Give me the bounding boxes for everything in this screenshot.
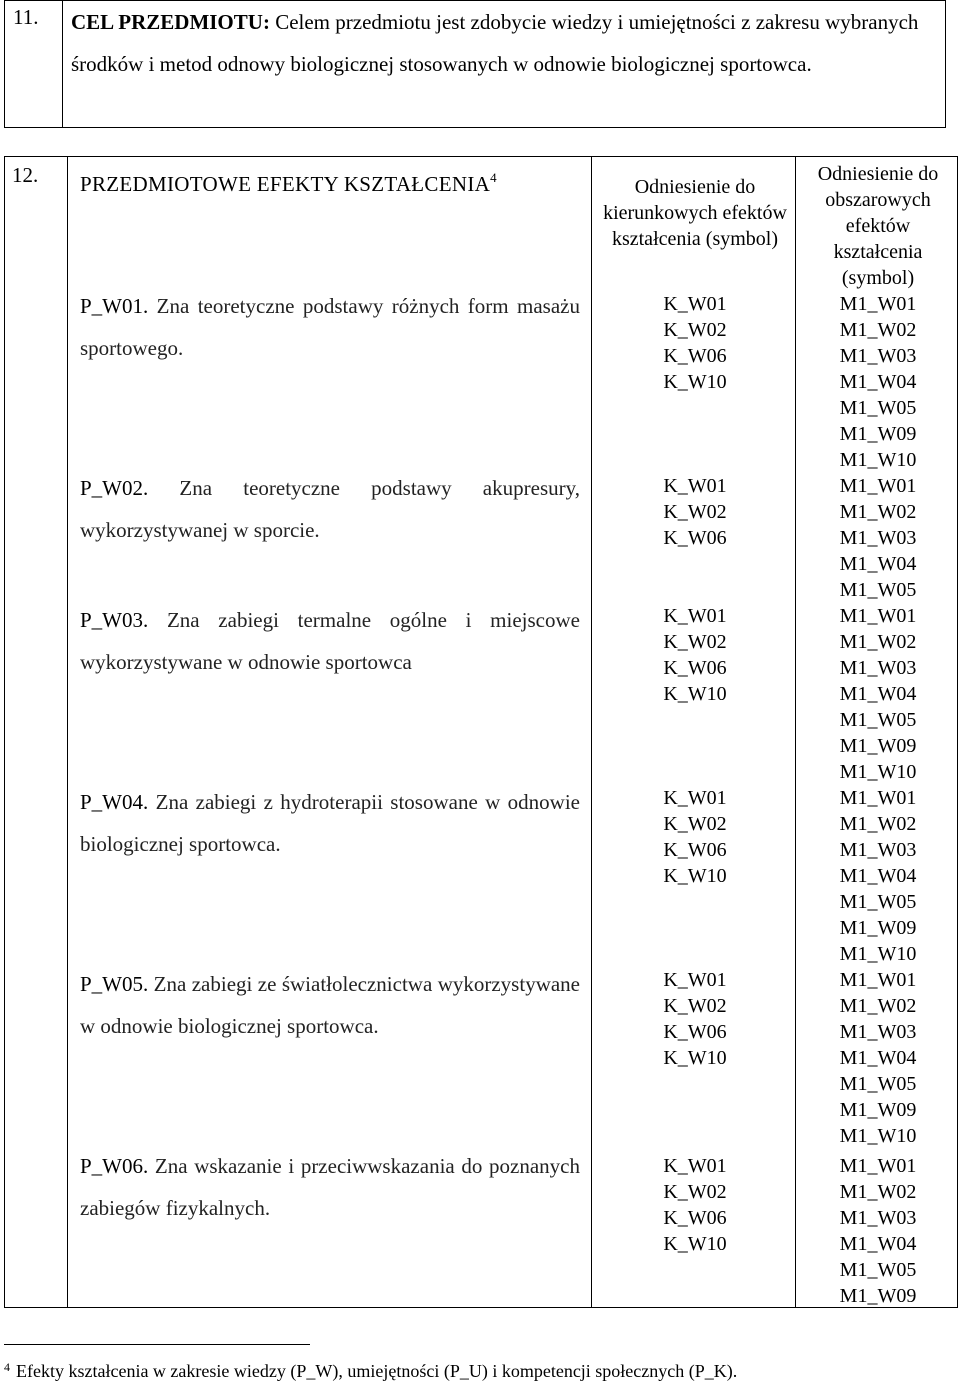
effect-text: Zna zabiegi ze światłolecznictwa wykorzystywane w odnowie biologicznej sportowca. xyxy=(80,972,580,1038)
code-item: K_W01 xyxy=(663,475,727,497)
effect-code: P_W01. xyxy=(80,294,149,318)
footnote-ref: 4 xyxy=(490,170,497,185)
code-item: K_W10 xyxy=(663,683,727,705)
code-item: M1_W03 xyxy=(839,345,917,367)
code-item: M1_W09 xyxy=(839,735,917,757)
code-item: M1_W04 xyxy=(839,1233,917,1255)
effect-code: P_W06. xyxy=(80,1154,149,1178)
code-item: K_W02 xyxy=(663,1181,727,1203)
code-item: K_W10 xyxy=(663,865,727,887)
code-item: M1_W05 xyxy=(839,579,917,601)
code-item: K_W01 xyxy=(663,1155,727,1177)
column-divider xyxy=(591,157,592,1307)
column-divider xyxy=(795,157,796,1307)
code-item: M1_W04 xyxy=(839,865,917,887)
effect-row xyxy=(80,467,580,551)
code-item: M1_W01 xyxy=(839,605,917,627)
obszarowe-codes xyxy=(801,473,955,603)
code-item: M1_W05 xyxy=(839,397,917,419)
obszarowe-codes xyxy=(801,785,955,967)
code-item: M1_W02 xyxy=(839,813,917,835)
code-item: K_W06 xyxy=(663,345,727,367)
code-item: K_W02 xyxy=(663,319,727,341)
code-item: M1_W09 xyxy=(839,423,917,445)
code-item: M1_W01 xyxy=(839,475,917,497)
code-item: M1_W09 xyxy=(839,1099,917,1121)
footnote-separator xyxy=(4,1344,310,1345)
effect-row xyxy=(80,599,580,683)
code-item: K_W01 xyxy=(663,969,727,991)
code-item: M1_W02 xyxy=(839,995,917,1017)
code-item: M1_W03 xyxy=(839,657,917,679)
obszarowe-codes xyxy=(801,967,955,1149)
footnote-text: Efekty kształcenia w zakresie wiedzy (P_W), umiejętności (P_U) i kompetencji społecznych (P_K). xyxy=(16,1361,738,1381)
code-item: M1_W01 xyxy=(839,293,917,315)
code-item: M1_W10 xyxy=(839,761,917,783)
course-goal-text: Celem przedmiotu jest zdobycie wiedzy i umiejętności z zakresu wybranych środków i metod odnowy biologicznej stosowanych w odnowie biologicznej sportowca. xyxy=(71,10,919,76)
code-item: M1_W05 xyxy=(839,709,917,731)
kierunkowe-codes xyxy=(601,785,789,889)
col-header-obszarowe: Odniesienie do obszarowych efektów kształcenia (symbol) xyxy=(817,163,939,289)
code-item: M1_W04 xyxy=(839,683,917,705)
code-item: K_W10 xyxy=(663,1047,727,1069)
code-item: M1_W09 xyxy=(839,917,917,939)
effect-text: Zna zabiegi z hydroterapii stosowane w odnowie biologicznej sportowca. xyxy=(80,790,580,856)
code-item: K_W01 xyxy=(663,293,727,315)
effect-code: P_W02. xyxy=(80,476,149,500)
kierunkowe-codes xyxy=(601,1153,789,1257)
code-item: K_W01 xyxy=(663,787,727,809)
col-header-kierunkowe: Odniesienie do kierunkowych efektów kształcenia (symbol) xyxy=(603,176,787,250)
kierunkowe-codes xyxy=(601,473,789,551)
effect-row xyxy=(80,1145,580,1229)
code-item: M1_W01 xyxy=(839,969,917,991)
kierunkowe-codes xyxy=(601,603,789,707)
section-11-table xyxy=(4,0,946,128)
code-item: K_W06 xyxy=(663,1207,727,1229)
obszarowe-codes xyxy=(801,291,955,473)
code-item: M1_W10 xyxy=(839,449,917,471)
obszarowe-codes xyxy=(801,1153,955,1309)
kierunkowe-codes xyxy=(601,291,789,395)
code-item: K_W02 xyxy=(663,501,727,523)
effect-text: Zna teoretyczne podstawy różnych form masażu sportowego. xyxy=(80,294,580,360)
kierunkowe-codes xyxy=(601,967,789,1071)
code-item: M1_W04 xyxy=(839,371,917,393)
footnote xyxy=(4,1356,737,1382)
code-item: M1_W02 xyxy=(839,501,917,523)
footnote-mark: 4 xyxy=(4,1360,10,1374)
code-item: M1_W03 xyxy=(839,839,917,861)
column-divider xyxy=(67,157,68,1307)
effect-row xyxy=(80,285,580,369)
code-item: M1_W04 xyxy=(839,553,917,575)
code-item: K_W06 xyxy=(663,839,727,861)
course-goal xyxy=(71,1,935,85)
obszarowe-codes xyxy=(801,603,955,785)
code-item: M1_W10 xyxy=(839,943,917,965)
effect-row xyxy=(80,781,580,865)
code-item: M1_W09 xyxy=(839,1285,917,1307)
code-item: K_W02 xyxy=(663,813,727,835)
code-item: M1_W03 xyxy=(839,527,917,549)
section-number: 11. xyxy=(5,1,63,127)
code-item: K_W10 xyxy=(663,371,727,393)
effect-text: Zna zabiegi termalne ogólne i miejscowe wykorzystywane w odnowie sportowca xyxy=(80,608,580,674)
code-item: M1_W03 xyxy=(839,1021,917,1043)
code-item: M1_W05 xyxy=(839,891,917,913)
effect-text: Zna teoretyczne podstawy akupresury, wykorzystywanej w sporcie. xyxy=(80,476,580,542)
course-goal-label: CEL PRZEDMIOTU: xyxy=(71,10,270,34)
section-title: PRZEDMIOTOWE EFEKTY KSZTAŁCENIA$^4$ xyxy=(80,170,497,196)
effect-code: P_W04. xyxy=(80,790,149,814)
section-number: 12. xyxy=(12,163,39,187)
code-item: M1_W02 xyxy=(839,1181,917,1203)
code-item: K_W10 xyxy=(663,1233,727,1255)
code-item: M1_W04 xyxy=(839,1047,917,1069)
code-item: M1_W01 xyxy=(839,787,917,809)
section-12-table xyxy=(4,156,958,1308)
code-item: M1_W02 xyxy=(839,319,917,341)
code-item: M1_W03 xyxy=(839,1207,917,1229)
code-item: K_W01 xyxy=(663,605,727,627)
code-item: M1_W10 xyxy=(839,1125,917,1147)
code-item: M1_W02 xyxy=(839,631,917,653)
effect-code: P_W05. xyxy=(80,972,149,996)
code-item: K_W06 xyxy=(663,657,727,679)
code-item: M1_W05 xyxy=(839,1073,917,1095)
code-item: M1_W05 xyxy=(839,1259,917,1281)
code-item: K_W02 xyxy=(663,995,727,1017)
code-item: M1_W01 xyxy=(839,1155,917,1177)
code-item: K_W02 xyxy=(663,631,727,653)
code-item: K_W06 xyxy=(663,527,727,549)
effect-code: P_W03. xyxy=(80,608,149,632)
code-item: K_W06 xyxy=(663,1021,727,1043)
effect-row xyxy=(80,963,580,1047)
effect-text: Zna wskazanie i przeciwwskazania do poznanych zabiegów fizykalnych. xyxy=(80,1154,580,1220)
